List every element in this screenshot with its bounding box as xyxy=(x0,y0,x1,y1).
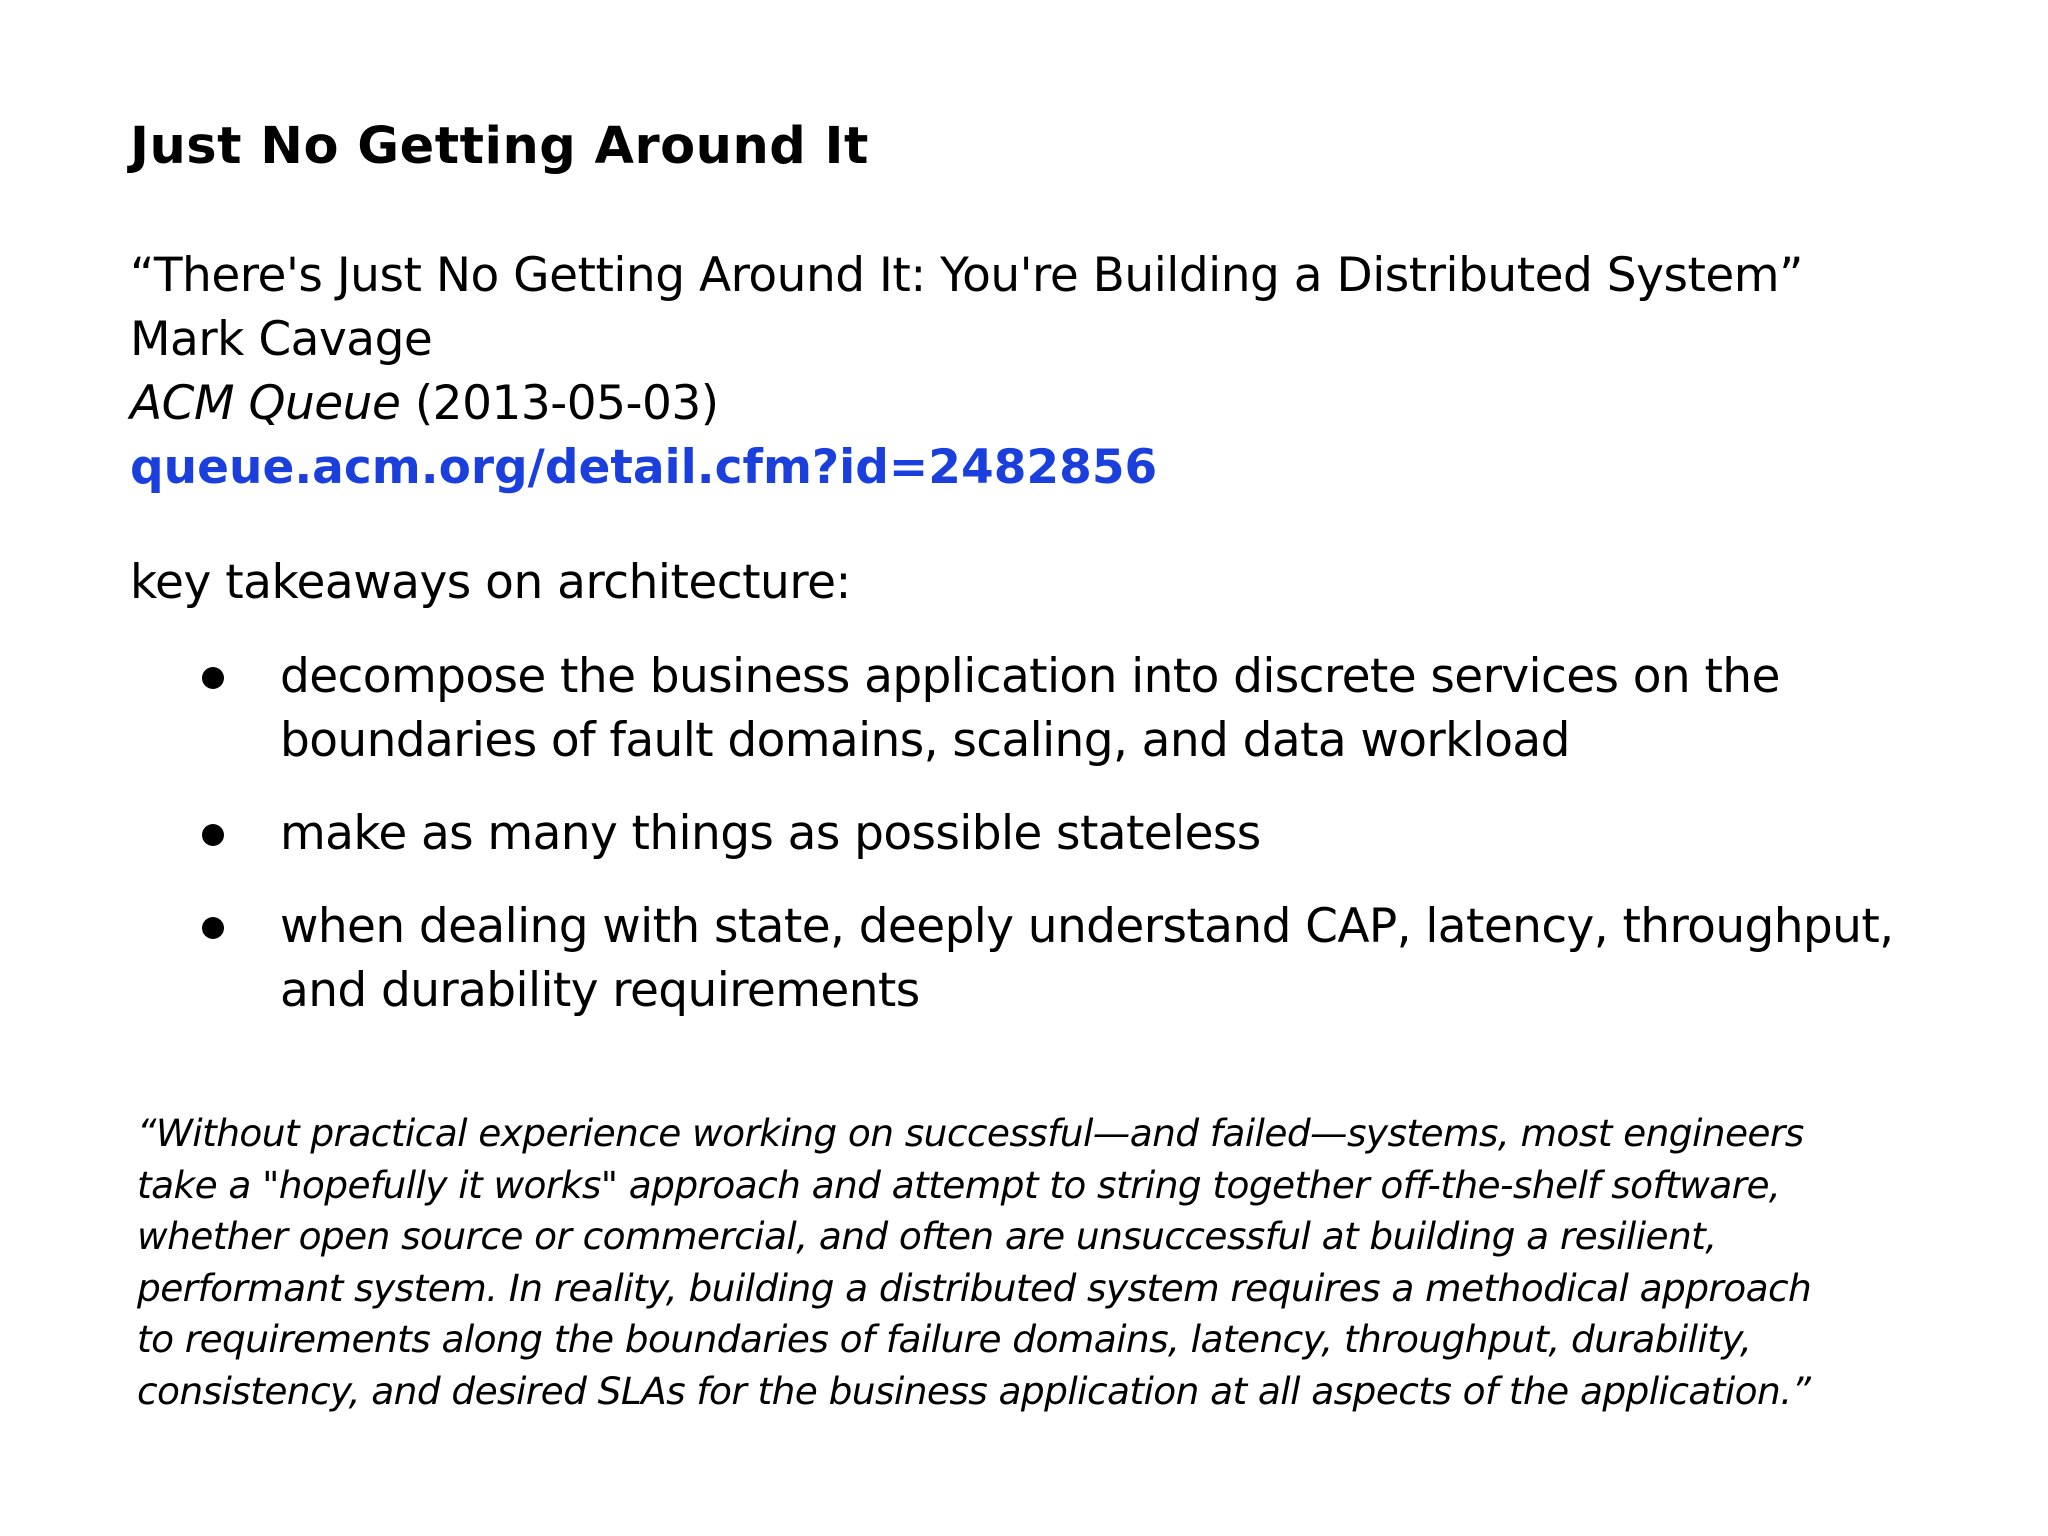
quote-line: consistency, and desired SLAs for the business application at all aspects of the application.” xyxy=(137,1368,1811,1413)
article-author: Mark Cavage xyxy=(130,312,433,367)
publication-date: (2013-05-03) xyxy=(414,376,719,431)
bullet-dot-icon xyxy=(202,824,224,846)
publication-line xyxy=(130,372,1803,436)
quote-line: “Without practical experience working on successful—and failed—systems, most engineers xyxy=(137,1111,1804,1155)
takeaway-line: when dealing with state, deeply understand CAP, latency, throughput, xyxy=(280,899,1894,954)
quote-line: take a "hopefully it works" approach and attempt to string together off-the-shelf software, xyxy=(137,1162,1781,1207)
bullet-dot-icon xyxy=(202,917,224,939)
publication-venue: ACM Queue xyxy=(130,376,401,431)
takeaway-item xyxy=(130,645,1930,773)
takeaways-heading: key takeaways on architecture: xyxy=(130,555,851,610)
article-link-line xyxy=(130,436,1803,500)
takeaway-item xyxy=(130,895,1930,1023)
quote-line: whether open source or commercial, and often are unsuccessful at building a resilient, xyxy=(137,1214,1717,1258)
quote-line: to requirements along the boundaries of failure domains, latency, throughput, durability, xyxy=(137,1317,1752,1361)
takeaway-line: decompose the business application into discrete services on the xyxy=(280,649,1780,704)
pull-quote xyxy=(137,1108,1857,1417)
bullet-dot-icon xyxy=(202,667,224,689)
citation-block xyxy=(130,244,1803,500)
takeaway-line: and durability requirements xyxy=(280,963,920,1018)
takeaway-line: make as many things as possible stateless xyxy=(280,806,1261,861)
article-title: “There's Just No Getting Around It: You're Building a Distributed System” xyxy=(130,248,1803,303)
takeaway-line: boundaries of fault domains, scaling, and data workload xyxy=(280,713,1570,768)
quote-line: performant system. In reality, building a distributed system requires a methodical approach xyxy=(137,1265,1812,1310)
article-link[interactable]: queue.acm.org/detail.cfm?id=2482856 xyxy=(130,440,1158,495)
slide-title: Just No Getting Around It xyxy=(130,117,869,176)
takeaway-item xyxy=(130,802,1930,866)
takeaways-list xyxy=(130,645,1930,1052)
